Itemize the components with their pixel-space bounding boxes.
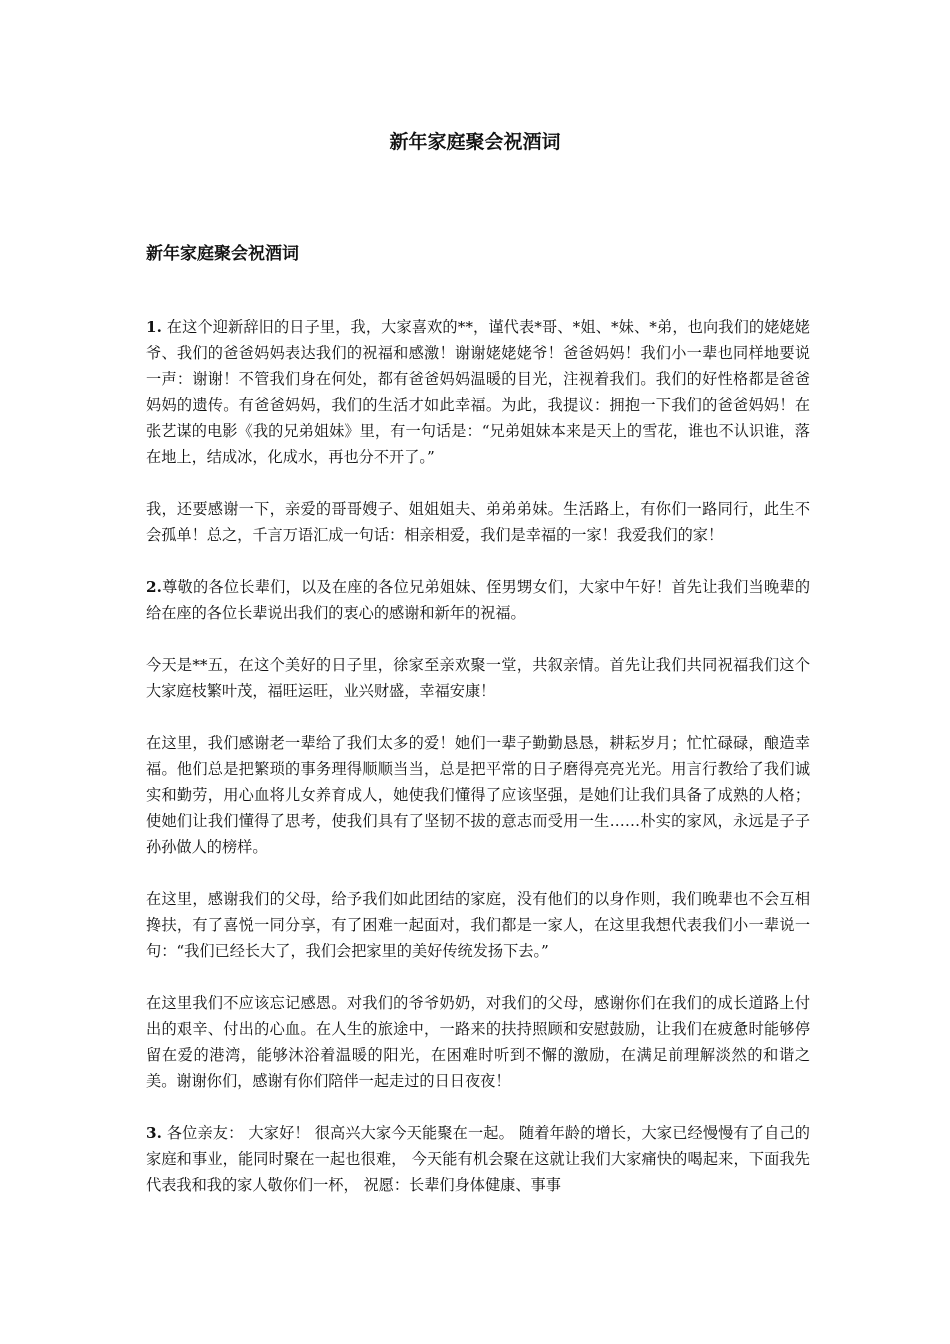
- document-title: 新年家庭聚会祝酒词: [389, 131, 561, 153]
- paragraph-text: 在这里，感谢我们的父母，给予我们如此团结的家庭，没有他们的以身作则，我们晚辈也不会互相搀扶，有了喜悦一同分享，有了困难一起面对，我们都是一家人，在这里我想代表我们小一辈说一句：“我们已经长大了，我们会把家里的美好传统发扬下去。”: [146, 890, 810, 960]
- paragraph-3: [146, 574, 810, 626]
- paragraph-5: [146, 730, 810, 860]
- paragraph-1: [146, 314, 810, 470]
- section-heading: 新年家庭聚会祝酒词: [146, 244, 299, 264]
- paragraph-text: 在这个迎新辞旧的日子里，我，大家喜欢的**，谨代表*哥、*姐、*妹、*弟，也向我们的姥姥姥爷、我们的爸爸妈妈表达我们的祝福和感激！谢谢姥姥姥爷！爸爸妈妈！我们小一辈也同样地要说一声：谢谢！不管我们身在何处，都有爸爸妈妈温暖的目光，注视着我们。我们的好性格都是爸爸妈妈的遗传。有爸爸妈妈，我们的生活才如此幸福。为此，我提议：拥抱一下我们的爸爸妈妈！在张艺谋的电影《我的兄弟姐妹》里，有一句话是：“兄弟姐妹本来是天上的雪花，谁也不认识谁，落在地上，结成冰，化成水，再也分不开了。”: [146, 318, 810, 466]
- paragraph-text: 今天是**五，在这个美好的日子里，徐家至亲欢聚一堂，共叙亲情。首先让我们共同祝福我们这个大家庭枝繁叶茂，福旺运旺，业兴财盛，幸福安康！: [146, 656, 810, 700]
- paragraph-text: 各位亲友： 大家好！ 很高兴大家今天能聚在一起。 随着年龄的增长，大家已经慢慢有了自己的家庭和事业，能同时聚在一起也很难， 今天能有机会聚在这就让我们大家痛快的喝起来，下面我先代表我和我的家人敬你们一杯， 祝愿：长辈们身体健康、事事: [146, 1124, 810, 1194]
- paragraph-number: 1.: [146, 318, 162, 336]
- paragraph-text: 尊敬的各位长辈们，以及在座的各位兄弟姐妹、侄男甥女们，大家中午好！首先让我们当晚辈的给在座的各位长辈说出我们的衷心的感谢和新年的祝福。: [146, 578, 810, 622]
- paragraph-8: [146, 1120, 810, 1198]
- paragraph-text: 我，还要感谢一下，亲爱的哥哥嫂子、姐姐姐夫、弟弟弟妹。生活路上，有你们一路同行，此生不会孤单！总之，千言万语汇成一句话：相亲相爱，我们是幸福的一家！我爱我们的家！: [146, 500, 810, 544]
- paragraph-4: [146, 652, 810, 704]
- paragraph-6: [146, 886, 810, 964]
- paragraph-number: 2.: [146, 578, 162, 596]
- document-body: [146, 314, 810, 1224]
- paragraph-2: [146, 496, 810, 548]
- paragraph-text: 在这里我们不应该忘记感恩。对我们的爷爷奶奶，对我们的父母，感谢你们在我们的成长道路上付出的艰辛、付出的心血。在人生的旅途中，一路来的扶持照顾和安慰鼓励，让我们在疲惫时能够停留在爱的港湾，能够沐浴着温暖的阳光，在困难时听到不懈的激励，在满足前理解淡然的和谐之美。谢谢你们，感谢有你们陪伴一起走过的日日夜夜！: [146, 994, 810, 1090]
- paragraph-number: 3.: [146, 1124, 162, 1142]
- paragraph-text: 在这里，我们感谢老一辈给了我们太多的爱！她们一辈子勤勤恳恳，耕耘岁月；忙忙碌碌，酿造幸福。他们总是把繁琐的事务理得顺顺当当，总是把平常的日子磨得亮亮光光。用言行教给了我们诚实和勤劳，用心血将儿女养育成人，她使我们懂得了应该坚强，是她们让我们具备了成熟的人格；使她们让我们懂得了思考，使我们具有了坚韧不拔的意志而受用一生……朴实的家风，永远是子子孙孙做人的榜样。: [146, 734, 810, 856]
- paragraph-7: [146, 990, 810, 1094]
